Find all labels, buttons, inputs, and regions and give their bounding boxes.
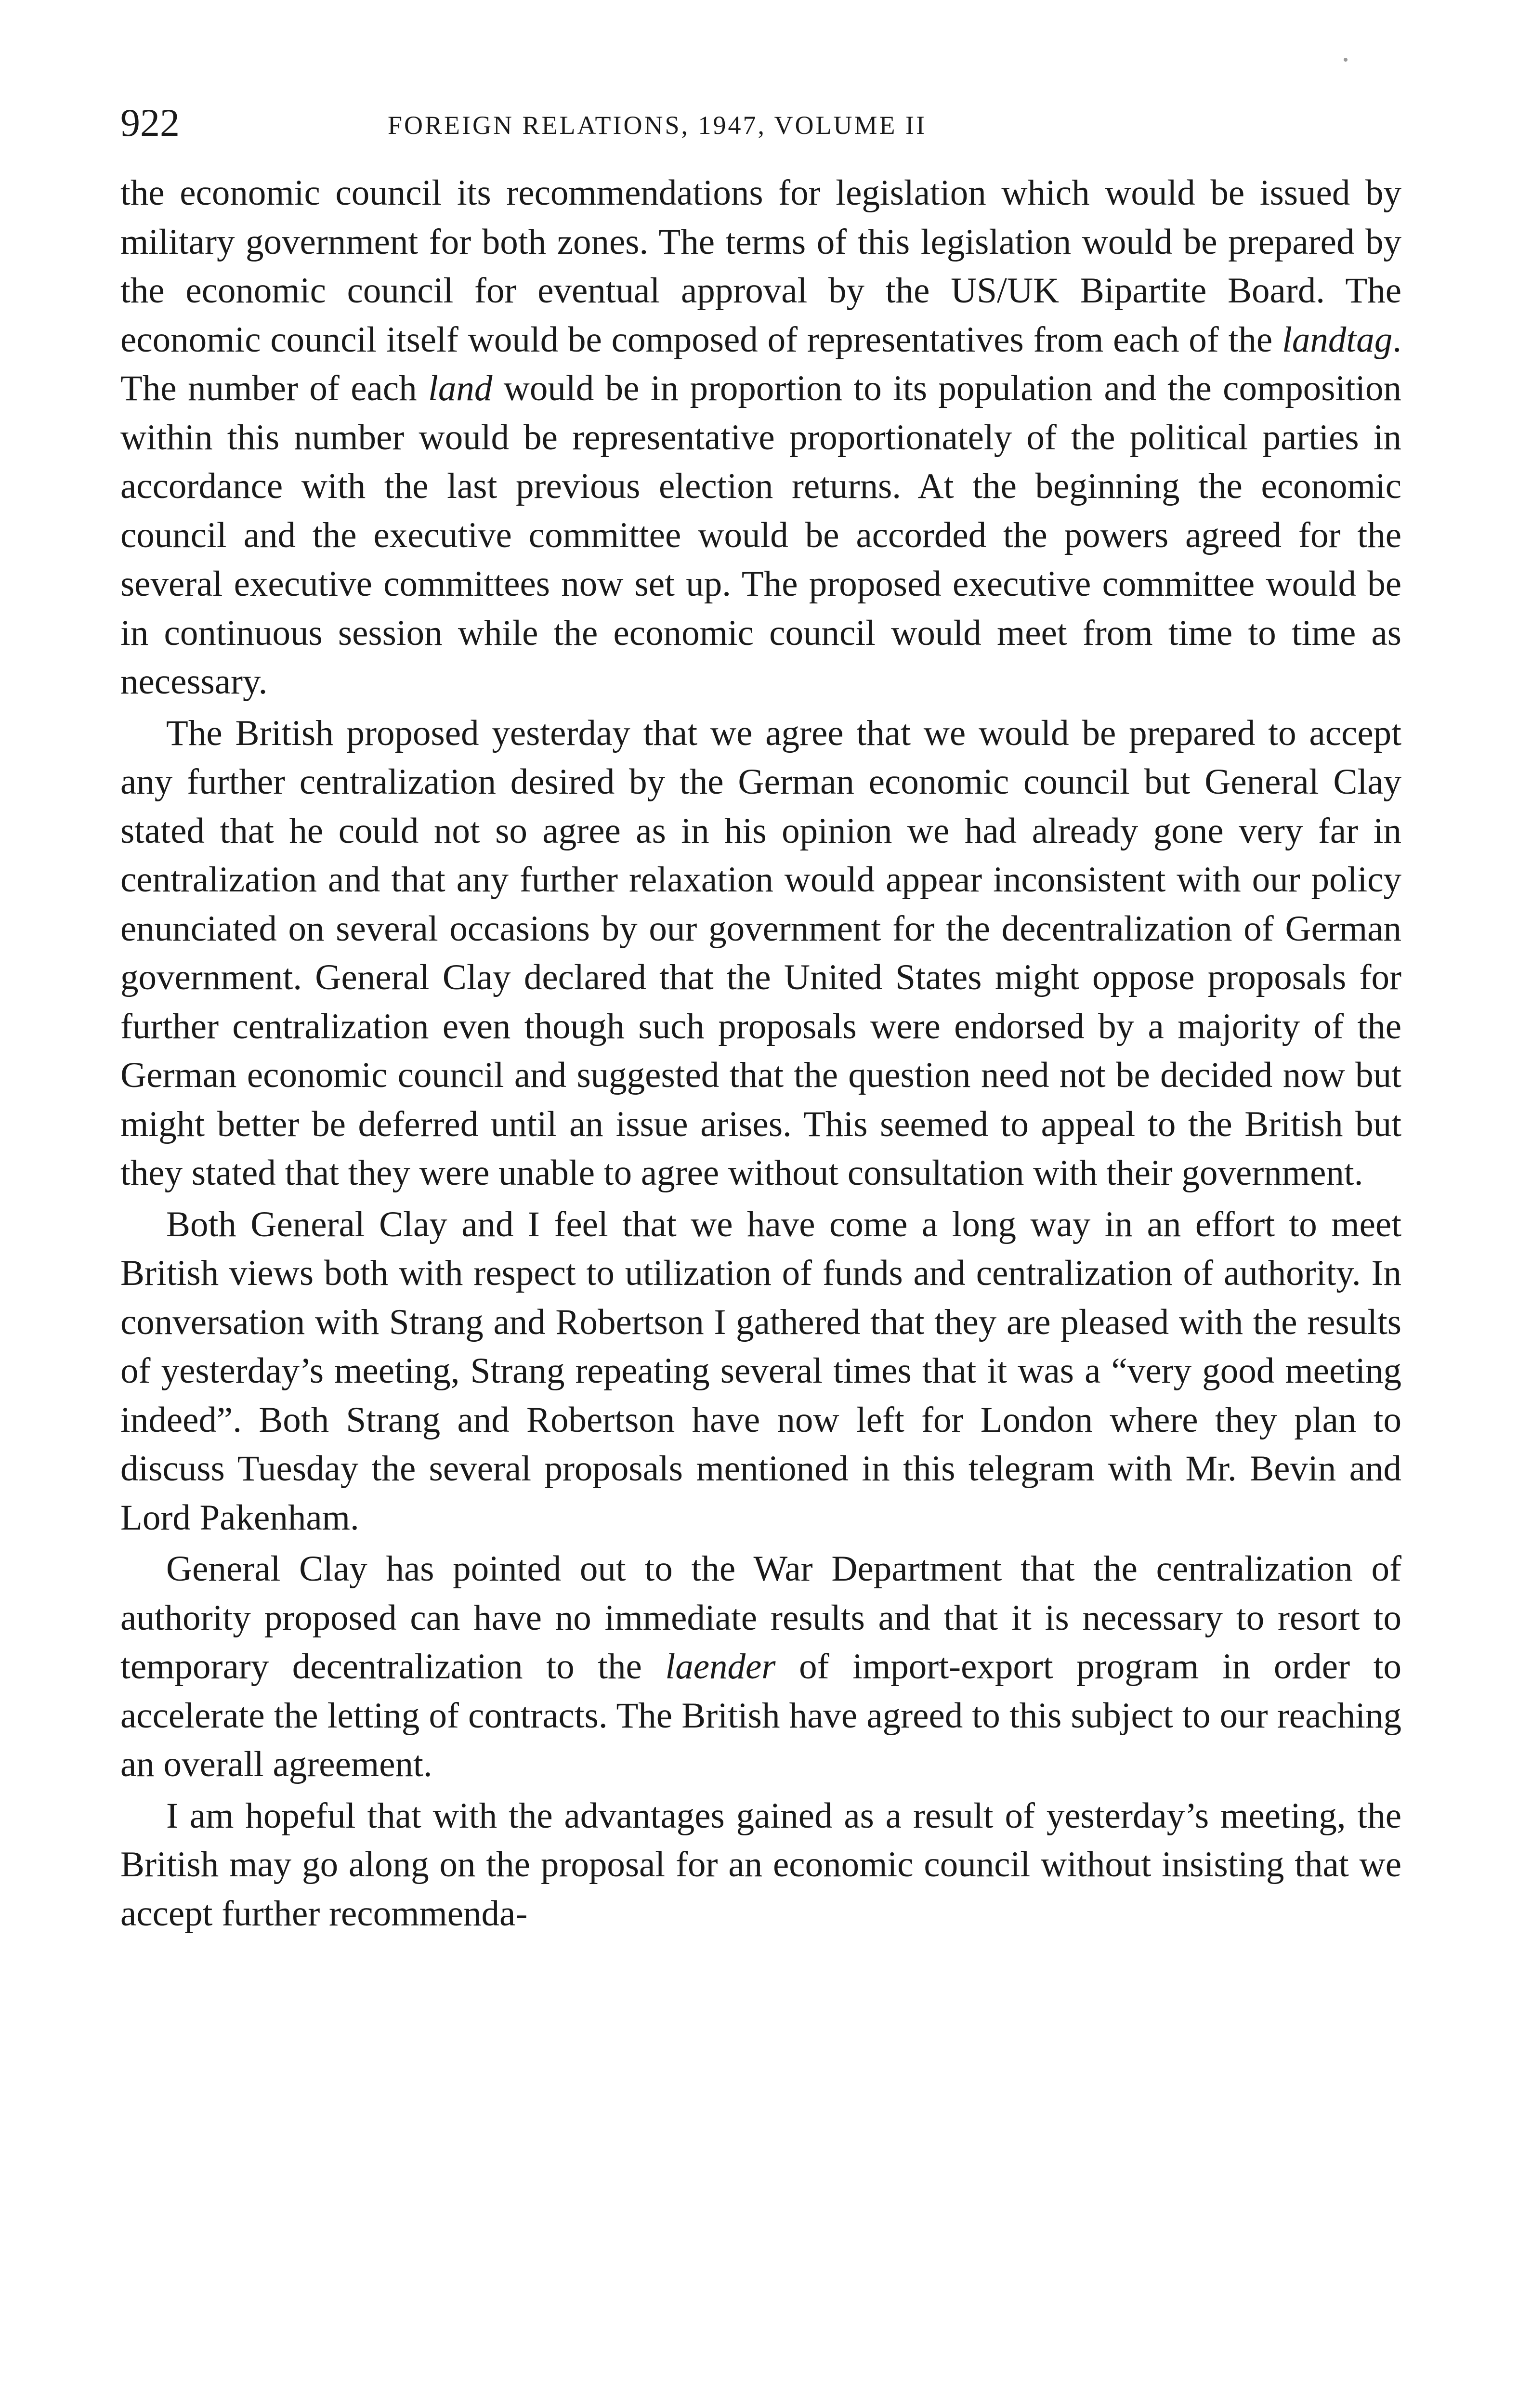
paragraph-2 [120,709,1401,1198]
paragraph-5 [120,1792,1401,1938]
page-header [120,96,1401,159]
text-segment: of import-export program in order to accelerate the letting of contracts. The British have agreed to this subject to our reaching an overall agreement. [120,1647,1401,1784]
body-text [120,169,1401,1938]
scan-speck [1344,58,1348,62]
running-head: FOREIGN RELATIONS, 1947, VOLUME II [388,111,927,140]
paragraph-3 [120,1200,1401,1543]
page-number: 922 [120,101,180,144]
text-segment: Both General Clay and I feel that we have come a long way in an effort to meet British views both with respect to utilization of funds and centralization of authority. In conversation with Strang and Robertson I gathered that they are pleased with the results of yesterday’s meeting, Strang repeating several times that it was a “very good meeting indeed”. Both Strang and Robertson have now left for London where they plan to discuss Tuesday the several proposals mentioned in this telegram with Mr. Bevin and Lord Pakenham. [120,1204,1401,1538]
paragraph-1 [120,169,1401,707]
text-segment: would be in proportion to its population and the composition within this number would be representative proportionately of the political parties in accordance with the last previous election returns. At the beginning the economic council and the executive committee would be accorded the powers agreed for the several executive committees now set up. The proposed executive committee would be in continuous session while the economic council would meet from time to time as necessary. [120,368,1402,702]
italic-term-land: land [428,368,493,408]
text-segment: General Clay has pointed out to the War Department that the centralization of authority proposed can have no immediate results and that it is necessary to resort to temporary decentralization to the [120,1549,1401,1687]
text-segment: I am hopeful that with the advantages gained as a result of yesterday’s meeting, the British may go along on the proposal for an economic council without insisting that we accept further recommenda- [120,1795,1401,1934]
paragraph-4 [120,1544,1401,1789]
italic-term-landtag: landtag [1282,319,1393,360]
text-segment: the economic council its recommendations for legislation which would be issued by military government for both zones. The terms of this legislation would be prepared by the economic council for eventual approval by the US/UK Bipartite Board. The economic council itself would be composed of representatives from each of the [120,173,1401,360]
document-page [120,96,1401,1938]
text-segment: The British proposed yesterday that we agree that we would be prepared to accept any further centralization desired by the German economic council but General Clay stated that he could not so agree as in his opinion we had already gone very far in centralization and that any further relaxation would appear inconsistent with our policy enunciated on several occasions by our government for the decentralization of German government. General Clay declared that the United States might oppose proposals for further centralization even though such proposals were endorsed by a majority of the German economic council and suggested that the question need not be decided now but might better be deferred until an issue arises. This seemed to appeal to the British but they stated that they were unable to agree without consultation with their government. [120,713,1401,1193]
text-segment: . The number of each [120,319,1401,408]
italic-term-laender: laender [665,1647,776,1687]
